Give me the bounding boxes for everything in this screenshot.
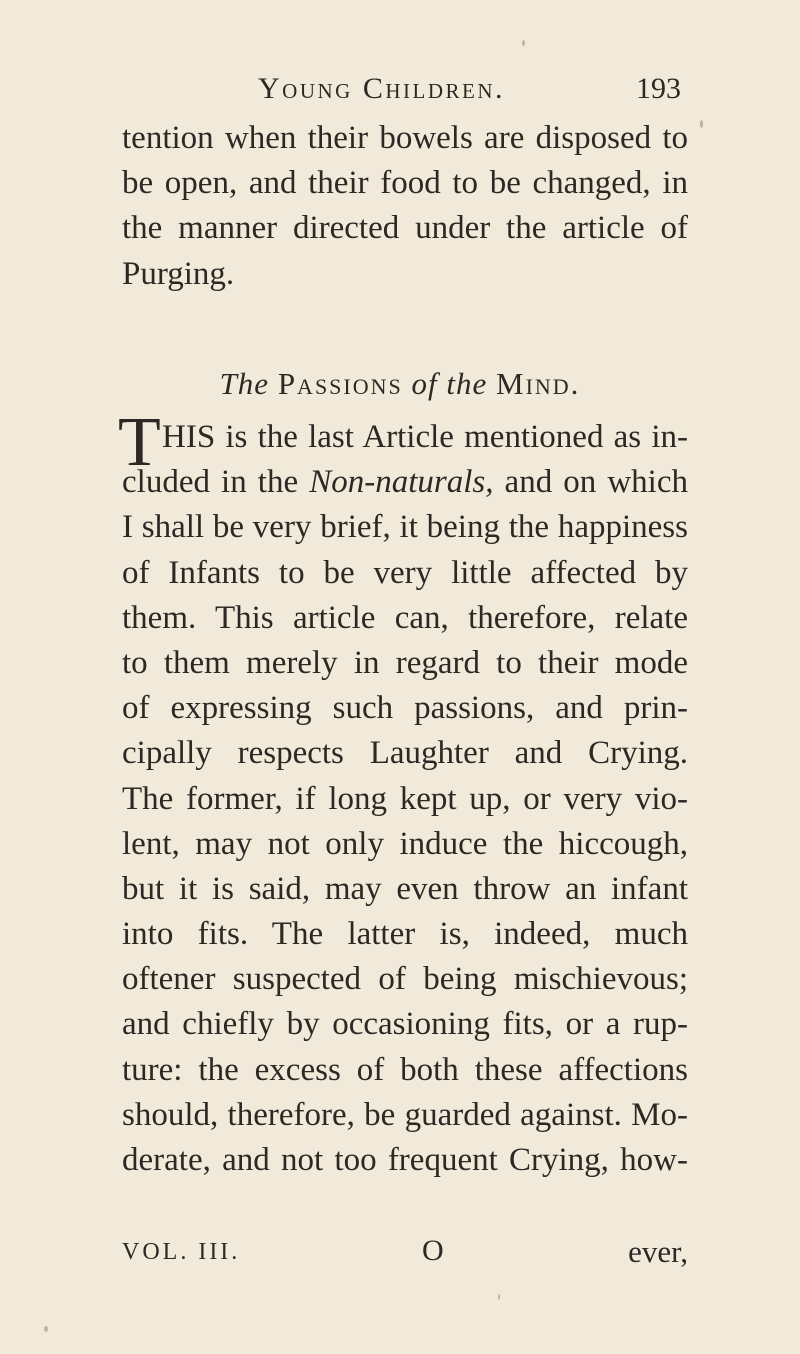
text-line: HIS is the last Article mentioned as in- bbox=[162, 419, 688, 455]
paragraph-purging bbox=[122, 116, 688, 297]
text-line: tention when their bowels are disposed to bbox=[122, 120, 688, 156]
text-line bbox=[122, 460, 688, 505]
text-line: of Infants to be very little affected by bbox=[122, 554, 688, 591]
paper-speck bbox=[44, 1326, 48, 1332]
paper-speck bbox=[522, 40, 525, 46]
text-line: be open, and their food to be changed, in bbox=[122, 165, 688, 202]
italic-term: Non-naturals, bbox=[309, 464, 494, 501]
text-segment: cluded in the bbox=[122, 464, 299, 501]
drop-cap: T bbox=[118, 404, 161, 481]
heading-mind: Mind. bbox=[496, 366, 581, 401]
heading-passions: Passions bbox=[277, 366, 403, 401]
text-line: but it is said, may even throw an infant bbox=[122, 870, 688, 907]
heading-the: The bbox=[219, 366, 270, 401]
text-line: Purging. bbox=[122, 255, 235, 292]
text-line: derate, and not too frequent Crying, how- bbox=[122, 1142, 688, 1178]
section-heading bbox=[0, 366, 800, 402]
text-line: cipally respects Laughter and Crying. bbox=[122, 735, 688, 772]
paper-speck bbox=[498, 1294, 500, 1300]
text-line: into fits. The latter is, indeed, much bbox=[122, 916, 688, 953]
text-line: oftener suspected of being mischievous; bbox=[122, 961, 688, 998]
text-line: of expressing such passions, and prin- bbox=[122, 690, 688, 727]
catchword: ever, bbox=[628, 1234, 688, 1269]
text-segment: and on which bbox=[504, 464, 688, 501]
text-line: to them merely in regard to their mode bbox=[122, 644, 688, 681]
text-line: should, therefore, be guarded against. Mo- bbox=[122, 1096, 688, 1133]
text-line: the manner directed under the article of bbox=[122, 210, 688, 247]
text-line: lent, may not only induce the hiccough, bbox=[122, 825, 688, 862]
text-line: ture: the excess of both these affections bbox=[122, 1051, 688, 1088]
text-line: them. This article can, therefore, relate bbox=[122, 599, 688, 636]
gathering-mark: O bbox=[422, 1234, 444, 1267]
running-title: Young Children. bbox=[258, 72, 505, 105]
running-head bbox=[0, 72, 800, 112]
text-line: and chiefly by occasioning fits, or a rup- bbox=[122, 1006, 688, 1043]
paragraph-passions bbox=[122, 415, 688, 1183]
page-footer bbox=[122, 1234, 688, 1276]
text-line: I shall be very brief, it being the happiness bbox=[122, 509, 688, 546]
page-number: 193 bbox=[636, 72, 681, 105]
text-line: The former, if long kept up, or very vio- bbox=[122, 780, 688, 817]
volume-signature: VOL. III. bbox=[122, 1239, 241, 1265]
heading-of-the: of the bbox=[411, 366, 488, 401]
paper-speck bbox=[700, 120, 703, 128]
